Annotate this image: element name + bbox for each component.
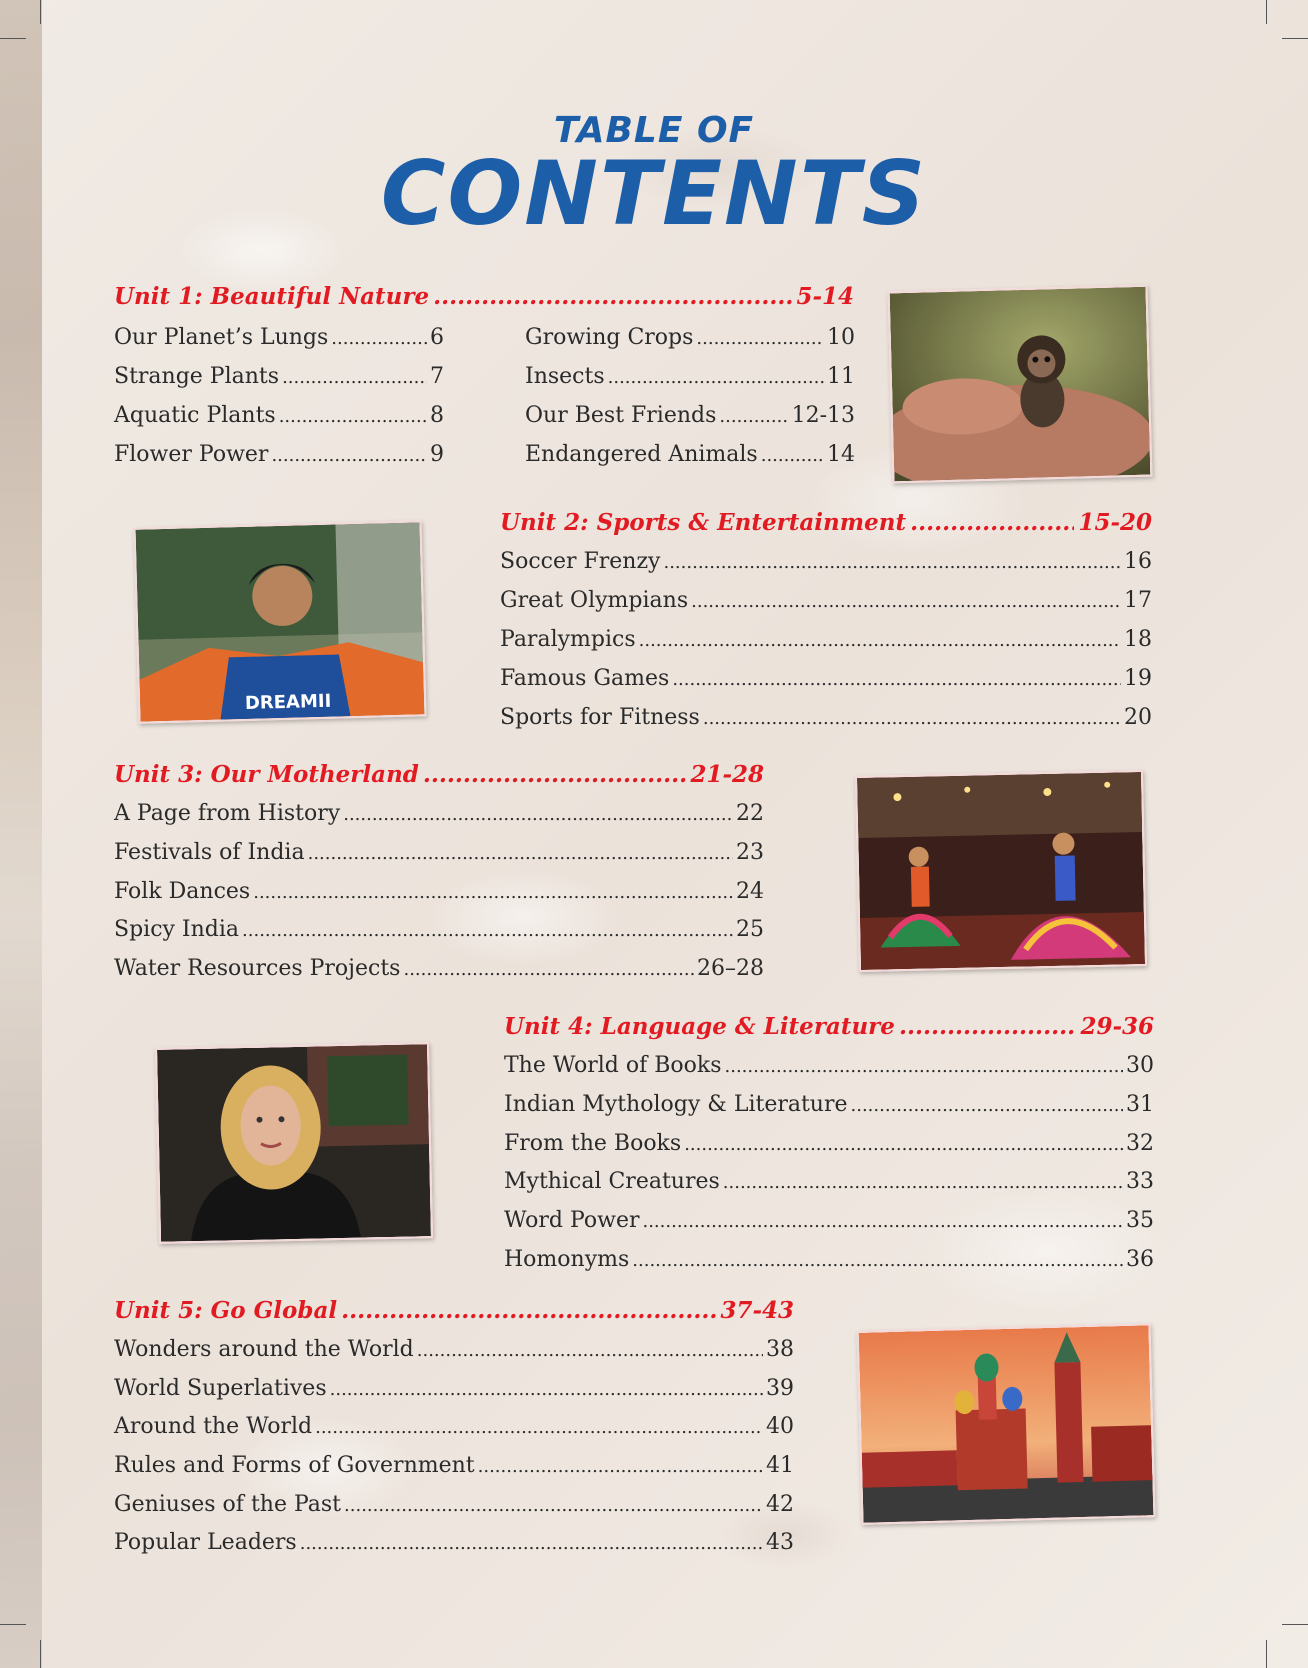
entry-page: 22 bbox=[736, 801, 764, 826]
entry-label: Flower Power bbox=[114, 442, 269, 467]
dot-leader bbox=[242, 920, 733, 941]
dot-leader bbox=[851, 1095, 1123, 1116]
toc-entry[interactable] bbox=[525, 325, 855, 350]
crop-mark bbox=[40, 1640, 41, 1668]
toc-entry[interactable] bbox=[504, 1053, 1154, 1078]
dot-leader bbox=[279, 406, 427, 427]
dot-leader bbox=[341, 1297, 716, 1324]
entry-page: 19 bbox=[1124, 666, 1152, 691]
entry-page: 43 bbox=[766, 1530, 794, 1555]
entry-label: Our Planet’s Lungs bbox=[114, 325, 329, 350]
entry-page: 8 bbox=[430, 403, 444, 428]
entry-label: Indian Mythology & Literature bbox=[504, 1092, 848, 1117]
dot-leader bbox=[672, 669, 1121, 690]
entry-page: 39 bbox=[766, 1376, 794, 1401]
dot-leader bbox=[478, 1456, 763, 1477]
toc-entry[interactable] bbox=[114, 1453, 794, 1478]
entry-label: Word Power bbox=[504, 1208, 640, 1233]
page-title: CONTENTS bbox=[380, 142, 928, 245]
toc-entry[interactable] bbox=[500, 627, 1152, 652]
entry-page: 41 bbox=[766, 1453, 794, 1478]
toc-entry[interactable] bbox=[114, 1376, 794, 1401]
title-line-1: TABLE OF bbox=[553, 110, 755, 151]
entry-page: 23 bbox=[736, 840, 764, 865]
entry-label: Soccer Frenzy bbox=[500, 549, 661, 574]
entry-label: From the Books bbox=[504, 1131, 682, 1156]
dot-leader bbox=[642, 1211, 1123, 1232]
unit-heading-label: Unit 4: Language & Literature bbox=[504, 1013, 895, 1040]
dot-leader bbox=[253, 882, 733, 903]
entry-label: Homonyms bbox=[504, 1247, 630, 1272]
dot-leader bbox=[639, 630, 1121, 651]
dot-leader bbox=[423, 761, 687, 788]
entry-label: Spicy India bbox=[114, 917, 240, 942]
entry-label: Mythical Creatures bbox=[504, 1169, 720, 1194]
toc-entry[interactable] bbox=[114, 1414, 794, 1439]
toc-entry[interactable] bbox=[504, 1247, 1154, 1272]
unit-heading-label: Unit 2: Sports & Entertainment bbox=[500, 509, 907, 536]
dot-leader bbox=[725, 1056, 1123, 1077]
dot-leader bbox=[331, 328, 427, 349]
entry-page: 6 bbox=[430, 325, 444, 350]
entry-label: Popular Leaders bbox=[114, 1530, 297, 1555]
toc-entry[interactable] bbox=[504, 1131, 1154, 1156]
entry-page: 26–28 bbox=[697, 956, 764, 981]
entry-page: 30 bbox=[1126, 1053, 1154, 1078]
toc-entry[interactable] bbox=[114, 956, 764, 981]
crop-mark bbox=[0, 1624, 26, 1625]
unit-4-heading[interactable] bbox=[504, 1013, 1154, 1040]
unit-page-range: 37-43 bbox=[720, 1297, 794, 1324]
toc-entry[interactable] bbox=[114, 364, 444, 389]
dot-leader bbox=[343, 804, 733, 825]
toc-entry[interactable] bbox=[114, 325, 444, 350]
entry-label: Sports for Fitness bbox=[500, 705, 700, 730]
entry-label: Our Best Friends bbox=[525, 403, 717, 428]
dot-leader bbox=[703, 708, 1121, 729]
toc-entry[interactable] bbox=[525, 442, 855, 467]
entry-page: 42 bbox=[766, 1492, 794, 1517]
unit-page-range: 29-36 bbox=[1080, 1013, 1154, 1040]
entry-page: 31 bbox=[1126, 1092, 1154, 1117]
entry-page: 17 bbox=[1124, 588, 1152, 613]
unit-page-range: 21-28 bbox=[690, 761, 764, 788]
entry-label: Growing Crops bbox=[525, 325, 694, 350]
dot-leader bbox=[315, 1417, 763, 1438]
entry-label: Famous Games bbox=[500, 666, 670, 691]
toc-entry[interactable] bbox=[114, 917, 764, 942]
unit-heading-label: Unit 1: Beautiful Nature bbox=[114, 283, 430, 310]
author-photo bbox=[155, 1042, 433, 1244]
toc-entry[interactable] bbox=[114, 801, 764, 826]
entry-page: 25 bbox=[736, 917, 764, 942]
toc-entry[interactable] bbox=[500, 666, 1152, 691]
entry-label: Aquatic Plants bbox=[114, 403, 276, 428]
unit-2-heading[interactable] bbox=[500, 509, 1152, 536]
dot-leader bbox=[417, 1340, 763, 1361]
dot-leader bbox=[608, 367, 824, 388]
entry-page: 40 bbox=[766, 1414, 794, 1439]
dot-leader bbox=[300, 1533, 763, 1554]
entry-page: 24 bbox=[736, 879, 764, 904]
toc-entry[interactable] bbox=[114, 403, 444, 428]
jersey-text: DREAMII bbox=[244, 690, 332, 714]
unit-page-range: 15-20 bbox=[1078, 509, 1152, 536]
entry-label: Geniuses of the Past bbox=[114, 1492, 342, 1517]
entry-label: Endangered Animals bbox=[525, 442, 758, 467]
crop-mark bbox=[1266, 1640, 1267, 1668]
unit-heading-label: Unit 5: Go Global bbox=[114, 1297, 338, 1324]
toc-entry[interactable] bbox=[114, 1337, 794, 1362]
dot-leader bbox=[691, 591, 1121, 612]
entry-label: Festivals of India bbox=[114, 840, 305, 865]
crop-mark bbox=[0, 38, 26, 39]
unit-page-range: 5-14 bbox=[796, 283, 854, 310]
dot-leader bbox=[663, 552, 1121, 573]
entry-page: 33 bbox=[1126, 1169, 1154, 1194]
toc-entry[interactable] bbox=[525, 364, 855, 389]
dot-leader bbox=[330, 1379, 763, 1400]
entry-page: 35 bbox=[1126, 1208, 1154, 1233]
toc-entry[interactable] bbox=[500, 588, 1152, 613]
dot-leader bbox=[344, 1495, 763, 1516]
unit-1-heading[interactable] bbox=[114, 283, 854, 310]
crop-mark bbox=[40, 0, 41, 24]
entry-page: 18 bbox=[1124, 627, 1152, 652]
monkey-photo bbox=[888, 285, 1153, 484]
dot-leader bbox=[271, 445, 427, 466]
dancers-photo bbox=[855, 770, 1147, 972]
toc-entry[interactable] bbox=[114, 1492, 794, 1517]
toc-entry[interactable] bbox=[504, 1208, 1154, 1233]
entry-page: 36 bbox=[1126, 1247, 1154, 1272]
toc-entry[interactable] bbox=[114, 879, 764, 904]
entry-page: 11 bbox=[827, 364, 855, 389]
dot-leader bbox=[282, 367, 427, 388]
dot-leader bbox=[696, 328, 824, 349]
crop-mark bbox=[1282, 38, 1308, 39]
dot-leader bbox=[899, 1013, 1077, 1040]
dot-leader bbox=[403, 959, 694, 980]
entry-label: Rules and Forms of Government bbox=[114, 1453, 475, 1478]
dot-leader bbox=[632, 1250, 1123, 1271]
entry-page: 10 bbox=[827, 325, 855, 350]
unit-heading-label: Unit 3: Our Motherland bbox=[114, 761, 419, 788]
toc-entry[interactable] bbox=[500, 549, 1152, 574]
toc-entry[interactable] bbox=[525, 403, 855, 428]
entry-page: 38 bbox=[766, 1337, 794, 1362]
entry-label: Strange Plants bbox=[114, 364, 280, 389]
toc-entry[interactable] bbox=[500, 705, 1152, 730]
entry-label: Paralympics bbox=[500, 627, 636, 652]
dot-leader bbox=[684, 1134, 1123, 1155]
entry-label: World Superlatives bbox=[114, 1376, 327, 1401]
dot-leader bbox=[308, 843, 733, 864]
toc-entry[interactable] bbox=[114, 1530, 794, 1555]
entry-label: Water Resources Projects bbox=[114, 956, 401, 981]
cricketer-photo bbox=[133, 520, 426, 723]
entry-page: 16 bbox=[1124, 549, 1152, 574]
entry-label: The World of Books bbox=[504, 1053, 722, 1078]
dot-leader bbox=[433, 283, 792, 310]
entry-label: Insects bbox=[525, 364, 605, 389]
toc-entry[interactable] bbox=[504, 1169, 1154, 1194]
kremlin-photo bbox=[857, 1323, 1156, 1525]
entry-label: Great Olympians bbox=[500, 588, 689, 613]
entry-label: Folk Dances bbox=[114, 879, 251, 904]
crop-mark bbox=[1266, 0, 1267, 24]
toc-entry[interactable] bbox=[114, 840, 764, 865]
entry-label: Around the World bbox=[114, 1414, 313, 1439]
crop-mark bbox=[1282, 1624, 1308, 1625]
dot-leader bbox=[761, 445, 824, 466]
entry-page: 32 bbox=[1126, 1131, 1154, 1156]
dot-leader bbox=[723, 1172, 1123, 1193]
toc-entry[interactable] bbox=[504, 1092, 1154, 1117]
entry-label: Wonders around the World bbox=[114, 1337, 414, 1362]
dot-leader bbox=[719, 406, 788, 427]
entry-page: 9 bbox=[430, 442, 444, 467]
dot-leader bbox=[910, 509, 1074, 536]
unit-3-heading[interactable] bbox=[114, 761, 764, 788]
entry-page: 12-13 bbox=[791, 403, 855, 428]
entry-label: A Page from History bbox=[114, 801, 341, 826]
entry-page: 14 bbox=[827, 442, 855, 467]
entry-page: 7 bbox=[430, 364, 444, 389]
entry-page: 20 bbox=[1124, 705, 1152, 730]
left-page-strip bbox=[0, 0, 42, 1668]
toc-entry[interactable] bbox=[114, 442, 444, 467]
unit-5-heading[interactable] bbox=[114, 1297, 794, 1324]
